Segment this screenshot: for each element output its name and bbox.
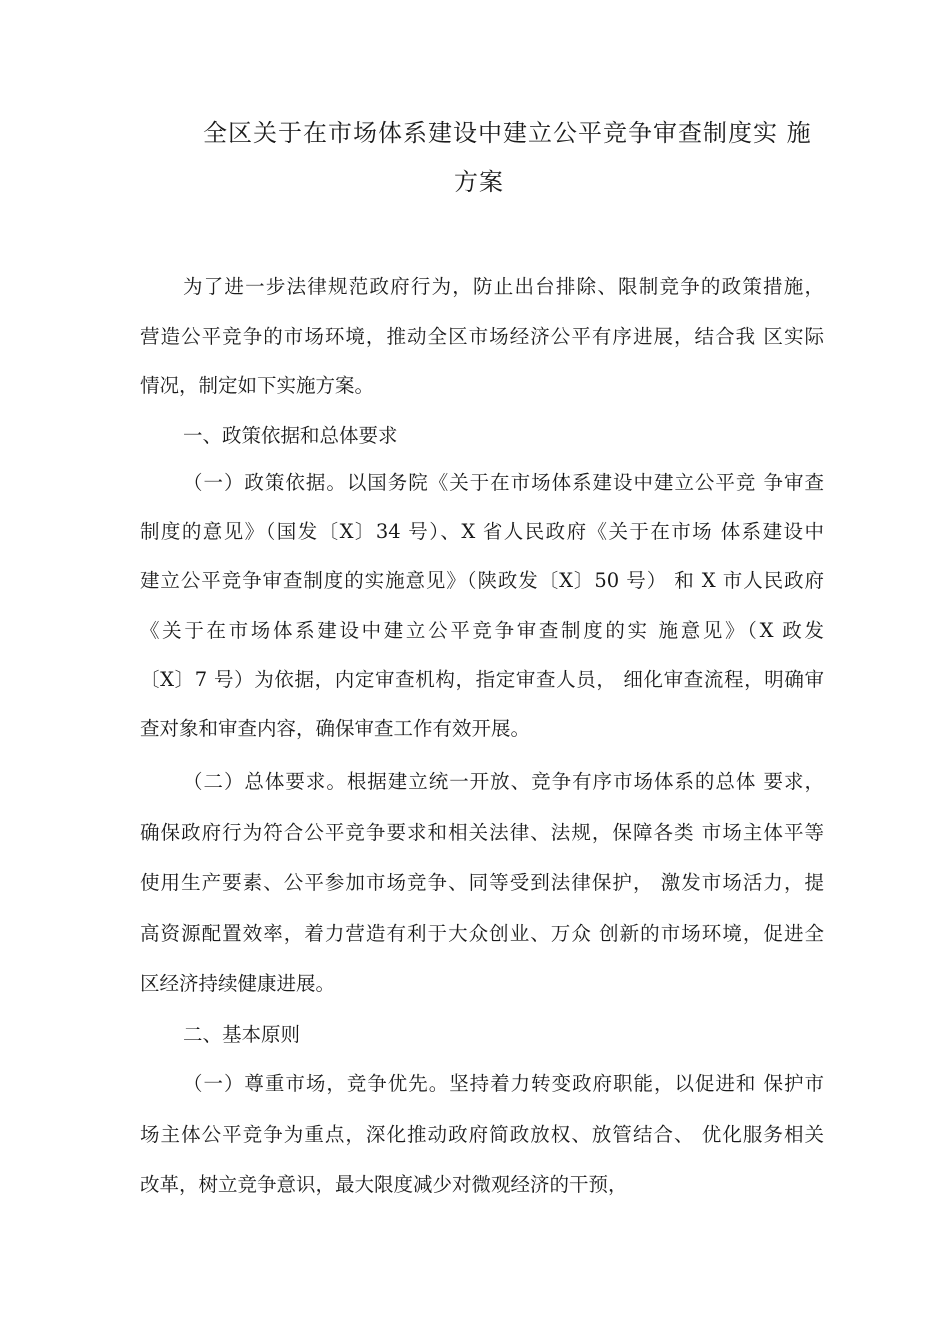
paragraph-line: 确保政府行为符合公平竞争要求和相关法律、法规，保障各类 市场主体平等 [140,821,824,844]
document-title-line-1: 全区关于在市场体系建设中建立公平竞争审查制度实 施 [203,119,812,147]
paragraph-line: 制度的意见》（国发〔X〕34 号）、X 省人民政府《关于在市场 体系建设中 [140,520,824,543]
paragraph-line: 为了进一步法律规范政府行为，防止出台排除、限制竞争的政策措施， [183,275,824,298]
document-title-line-2: 方案 [454,168,504,196]
section-heading: 一、政策依据和总体要求 [183,424,398,447]
paragraph-line: （一）政策依据。以国务院《关于在市场体系建设中建立公平竞 争审查 [183,471,824,494]
paragraph-line: 查对象和审查内容，确保审查工作有效开展。 [140,717,531,740]
paragraph-line: 高资源配置效率，着力营造有利于大众创业、万众 创新的市场环境，促进全 [140,922,824,945]
paragraph-line: 建立公平竞争审查制度的实施意见》（陕政发〔X〕50 号） 和 X 市人民政府 [140,569,824,592]
paragraph-line: 场主体公平竞争为重点，深化推动政府简政放权、放管结合、 优化服务相关 [140,1123,824,1146]
paragraph-line: 《关于在市场体系建设中建立公平竞争审查制度的实 施意见》（X 政发 [140,619,824,642]
paragraph-line: （二）总体要求。根据建立统一开放、竞争有序市场体系的总体 要求， [183,770,824,793]
paragraph-line: （一）尊重市场，竞争优先。坚持着力转变政府职能，以促进和 保护市 [183,1072,824,1095]
paragraph-line: 情况，制定如下实施方案。 [140,374,375,397]
paragraph-line: 〔X〕7 号）为依据，内定审查机构，指定审查人员， 细化审查流程，明确审 [140,668,824,691]
section-heading: 二、基本原则 [183,1023,301,1046]
paragraph-line: 改革，树立竞争意识，最大限度减少对微观经济的干预， [140,1173,628,1196]
paragraph-line: 使用生产要素、公平参加市场竞争、同等受到法律保护， 激发市场活力，提 [140,871,824,894]
paragraph-line: 区经济持续健康进展。 [140,972,336,995]
paragraph-line: 营造公平竞争的市场环境，推动全区市场经济公平有序进展，结合我 区实际 [140,325,824,348]
